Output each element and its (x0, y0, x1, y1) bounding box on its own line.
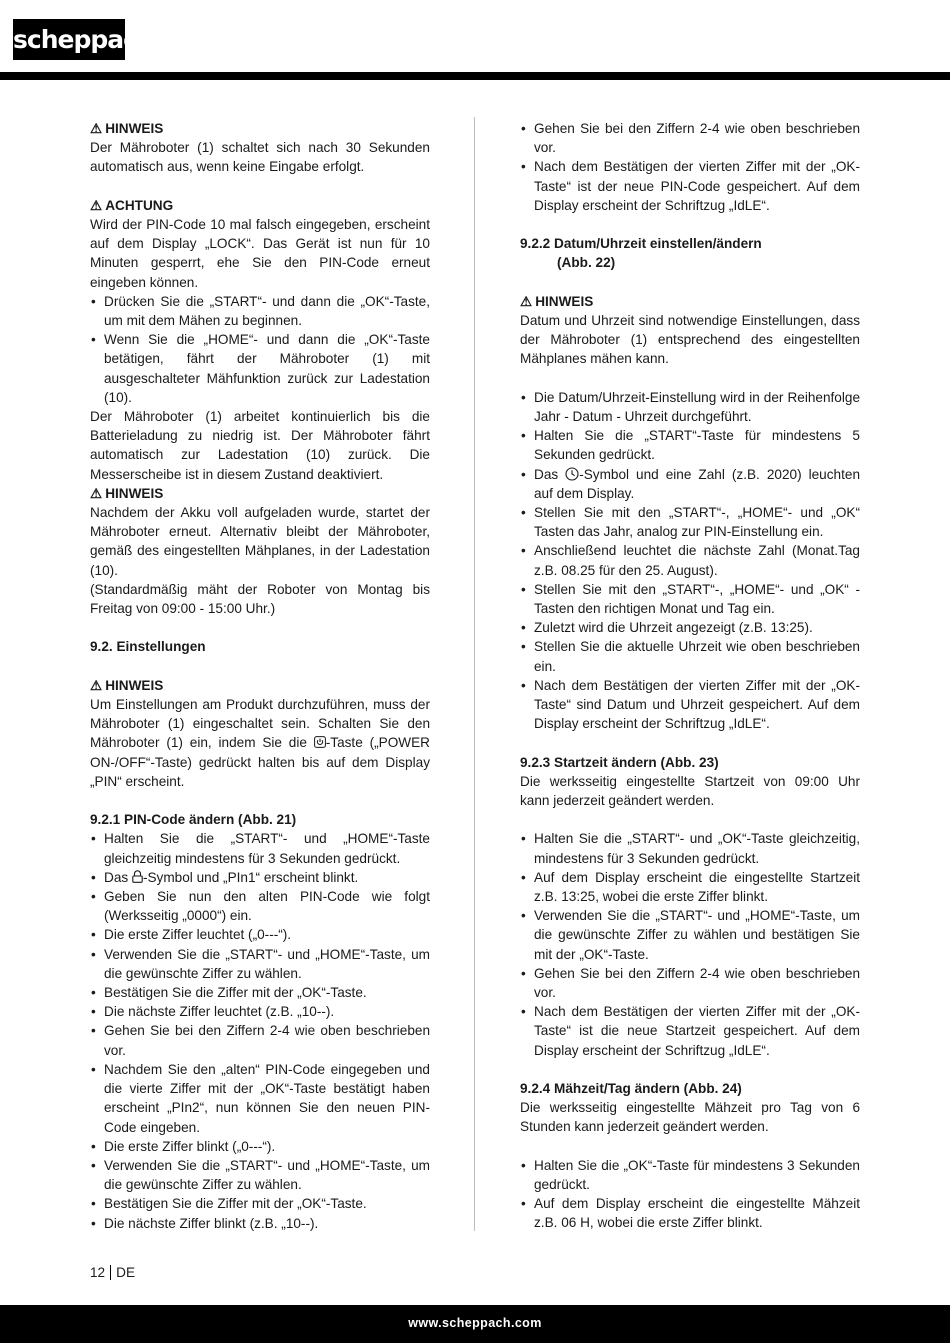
text-fragment: -Symbol und eine Zahl (z.B. 2020) leuchten auf dem Display. (534, 466, 861, 501)
list-item: • Zuletzt wird die Uhrzeit angezeigt (z.B. 13:25). (520, 618, 860, 637)
section-heading (520, 253, 860, 272)
bullet-list (520, 829, 860, 1059)
text-fragment: Das (104, 869, 132, 885)
list-item: • Drücken Sie die „START“- und dann die „OK“-Taste, um mit dem Mähen zu beginnen. (90, 292, 430, 330)
text-fragment: Um Einstellungen am Produkt durchzuführen, muss der Mähroboter (1) eingeschaltet sein. Schalten Sie den Mähroboter (1) ein, indem Sie die (90, 697, 430, 751)
list-item: • Nach dem Bestätigen der vierten Ziffer mit der „OK-Taste“ ist der neue PIN-Code gespeichert. Auf dem Display erscheint der Schriftzug „IdLE“. (520, 157, 860, 215)
list-item: • Gehen Sie bei den Ziffern 2-4 wie oben beschrieben vor. (520, 119, 860, 157)
bullet-list (520, 503, 860, 733)
section-heading (520, 1079, 860, 1098)
spacer (520, 1137, 860, 1156)
list-item: • Stellen Sie mit den „START“-, „HOME“- und „OK“ Tasten das Jahr, analog zur PIN-Einstellung ein. (520, 503, 860, 541)
text-fragment: -Taste („POWER ON-/OFF“-Taste) gedrückt halten bis auf dem Display „PIN“ erscheint. (90, 735, 430, 789)
spacer (520, 273, 860, 292)
section-heading (90, 810, 430, 829)
right-column (520, 119, 860, 1233)
heading-text: HINWEIS (105, 485, 164, 501)
list-item: • Auf dem Display erscheint die eingestellte Startzeit z.B. 13:25, wobei die erste Ziffer blinkt. (520, 868, 860, 906)
list-item: • Verwenden Sie die „START“- und „HOME“-Taste, um die gewünschte Ziffer zu wählen. (90, 1156, 430, 1194)
list-item: • Stellen Sie die aktuelle Uhrzeit wie oben beschrieben ein. (520, 637, 860, 675)
paragraph: Die werksseitig eingestellte Mähzeit pro Tag von 6 Stunden kann jederzeit geändert werden. (520, 1100, 860, 1135)
page-number (90, 1265, 135, 1280)
spacer (90, 791, 430, 810)
list-item: • Bestätigen Sie die Ziffer mit der „OK“-Taste. (90, 983, 430, 1002)
heading-text: HINWEIS (105, 677, 164, 693)
bullet-list (90, 829, 430, 867)
list-item: • Die erste Ziffer leuchtet („0---“). (90, 925, 430, 944)
left-block-4 (90, 887, 430, 1233)
list-item: • Verwenden Sie die „START“- und „HOME“-Taste, um die gewünschte Ziffer zu wählen. (90, 945, 430, 983)
section-heading (90, 484, 430, 503)
header-rule (0, 72, 950, 80)
heading-text: ACHTUNG (105, 197, 174, 213)
list-item: • Verwenden Sie die „START“- und „HOME“-Taste, um die gewünschte Ziffer zu wählen und bestätigen Sie mit der „OK“-Taste. (520, 906, 860, 964)
paragraph: Datum und Uhrzeit sind notwendige Einstellungen, dass der Mähroboter (1) entsprechend des eingestellten Mähplanes mähen kann. (520, 313, 860, 367)
paragraph: Wird der PIN-Code 10 mal falsch eingegeben, erscheint auf dem Display „LOCK“. Das Gerät ist nun für 10 Minuten gesperrt, ehe Sie den PIN-Code erneut eingeben können. (90, 217, 430, 290)
spacer (520, 733, 860, 752)
left-block-1 (90, 119, 430, 177)
bullet-list (520, 388, 860, 465)
list-item: • Die nächste Ziffer blinkt (z.B. „10--). (90, 1214, 430, 1233)
list-item: • Halten Sie die „START“- und „OK“-Taste gleichzeitig, mindestens für 3 Sekunden gedrückt. (520, 829, 860, 867)
list-item: • Die nächste Ziffer leuchtet (z.B. „10--). (90, 1002, 430, 1021)
list-item: • Auf dem Display erscheint die eingestellte Mähzeit z.B. 06 H, wobei die erste Ziffer blinkt. (520, 1194, 860, 1232)
section-heading (90, 637, 430, 656)
bullet-list (520, 1156, 860, 1233)
heading-text: 9.2.4 Mähzeit/Tag ändern (Abb. 24) (520, 1081, 742, 1097)
list-item: • Bestätigen Sie die Ziffer mit der „OK“-Taste. (90, 1194, 430, 1213)
paragraph: Der Mähroboter (1) schaltet sich nach 30 Sekunden automatisch aus, wenn keine Eingabe erfolgt. (90, 140, 430, 175)
column-divider (474, 117, 475, 1231)
left-block-3 (90, 791, 430, 868)
left-block-2 (90, 177, 430, 695)
text-fragment: Das (534, 466, 566, 482)
list-item: • Gehen Sie bei den Ziffern 2-4 wie oben beschrieben vor. (520, 964, 860, 1002)
spacer (90, 618, 430, 637)
heading-text: HINWEIS (535, 293, 594, 309)
section-heading (90, 196, 430, 215)
list-item: • Die erste Ziffer blinkt („0---“). (90, 1137, 430, 1156)
heading-text: 9.2.2 Datum/Uhrzeit einstellen/ändern (520, 236, 762, 252)
section-heading (90, 119, 430, 138)
right-block-1 (520, 119, 860, 465)
clock-icon (565, 467, 579, 481)
warning-triangle-icon: ⚠ (90, 485, 103, 501)
bullet-list (520, 119, 860, 215)
warning-triangle-icon: ⚠ (520, 293, 533, 309)
heading-text: HINWEIS (105, 121, 164, 136)
paragraph: Die werksseitig eingestellte Startzeit von 09:00 Uhr kann jederzeit geändert werden. (520, 773, 860, 809)
lock-icon (132, 870, 143, 883)
spacer (520, 369, 860, 388)
list-item (90, 868, 430, 887)
warning-triangle-icon: ⚠ (90, 121, 103, 136)
spacer (520, 215, 860, 234)
section-heading (520, 753, 860, 772)
power-paragraph (90, 695, 430, 791)
heading-text: 9.2. Einstellungen (90, 639, 206, 655)
spacer (520, 810, 860, 829)
paragraph: Der Mähroboter (1) arbeitet kontinuierlich bis die Batterieladung zu niedrig ist. Der Mähroboter fährt automatisch zur Ladestation (10) zurück. Die Messerscheibe ist in diesem Zustand deaktiviert. (90, 409, 430, 482)
left-column (90, 119, 430, 1233)
list-item: • Anschließend leuchtet die nächste Zahl (Monat.Tag z.B. 08.25 für den 25. August). (520, 541, 860, 579)
section-heading (520, 234, 860, 253)
heading-text: 9.2.1 PIN-Code ändern (Abb. 21) (90, 812, 297, 828)
section-heading (520, 292, 860, 311)
list-item: • Die Datum/Uhrzeit-Einstellung wird in der Reihenfolge Jahr - Datum - Uhrzeit durchgeführt. (520, 388, 860, 426)
warning-triangle-icon: ⚠ (90, 197, 103, 213)
list-item: • Wenn Sie die „HOME“- und dann die „OK“-Taste betätigen, fährt der Mähroboter (1) mit ausgeschalteter Mähfunktion zurück zur Ladestation (10). (90, 330, 430, 407)
page-number-value: 12 (90, 1265, 106, 1280)
section-heading (90, 676, 430, 695)
list-item (520, 465, 860, 503)
power-icon (314, 736, 326, 748)
heading-text: (Abb. 22) (557, 255, 616, 271)
list-item: • Halten Sie die „START“-Taste für mindestens 5 Sekunden gedrückt. (520, 426, 860, 464)
list-item: • Halten Sie die „START“- und „HOME“-Taste gleichzeitig mindestens für 3 Sekunden gedrückt. (90, 829, 430, 867)
language-code: DE (116, 1265, 136, 1280)
spacer (90, 657, 430, 676)
bullet-list (90, 887, 430, 1233)
spacer (90, 177, 430, 196)
spacer (520, 1060, 860, 1079)
page-number-separator (110, 1265, 111, 1280)
list-item: • Stellen Sie mit den „START“-, „HOME“- und „OK“ - Tasten den richtigen Monat und Tag ein. (520, 580, 860, 618)
list-item: • Halten Sie die „OK“-Taste für mindestens 3 Sekunden gedrückt. (520, 1156, 860, 1194)
footer-bar (0, 1305, 950, 1343)
list-item: • Nach dem Bestätigen der vierten Ziffer mit der „OK-Taste“ sind Datum und Uhrzeit gespeichert. Auf dem Display erscheint der Schriftzug „IdLE“. (520, 676, 860, 734)
list-item: • Nach dem Bestätigen der vierten Ziffer mit der „OK-Taste“ ist die neue Startzeit gespeichert. Auf dem Display erscheint der Schriftzug „IdLE“. (520, 1002, 860, 1060)
paragraph: Nachdem der Akku voll aufgeladen wurde, startet der Mähroboter erneut. Alternativ bleibt der Mähroboter, gemäß des eingestellten Mähplanes, in der Ladestation (10). (90, 505, 430, 578)
paragraph: (Standardmäßig mäht der Roboter von Montag bis Freitag von 09:00 - 15:00 Uhr.) (90, 581, 430, 617)
footer-url[interactable]: www.scheppach.com (408, 1316, 542, 1330)
right-block-2 (520, 503, 860, 1233)
list-item: • Gehen Sie bei den Ziffern 2-4 wie oben beschrieben vor. (90, 1021, 430, 1059)
heading-text: 9.2.3 Startzeit ändern (Abb. 23) (520, 754, 719, 770)
scheppach-logo: scheppach (13, 19, 125, 60)
list-item: • Geben Sie nun den alten PIN-Code wie folgt (Werksseitig „0000“) ein. (90, 887, 430, 925)
warning-triangle-icon: ⚠ (90, 677, 103, 693)
list-item: • Nachdem Sie den „alten“ PIN-Code eingegeben und die vierte Ziffer mit der „OK“-Taste bestätigt haben erscheint „PIn2“, nun können Sie den neuen PIN-Code eingeben. (90, 1060, 430, 1137)
bullet-list (90, 292, 430, 407)
text-fragment: -Symbol und „PIn1“ erscheint blinkt. (142, 869, 359, 885)
